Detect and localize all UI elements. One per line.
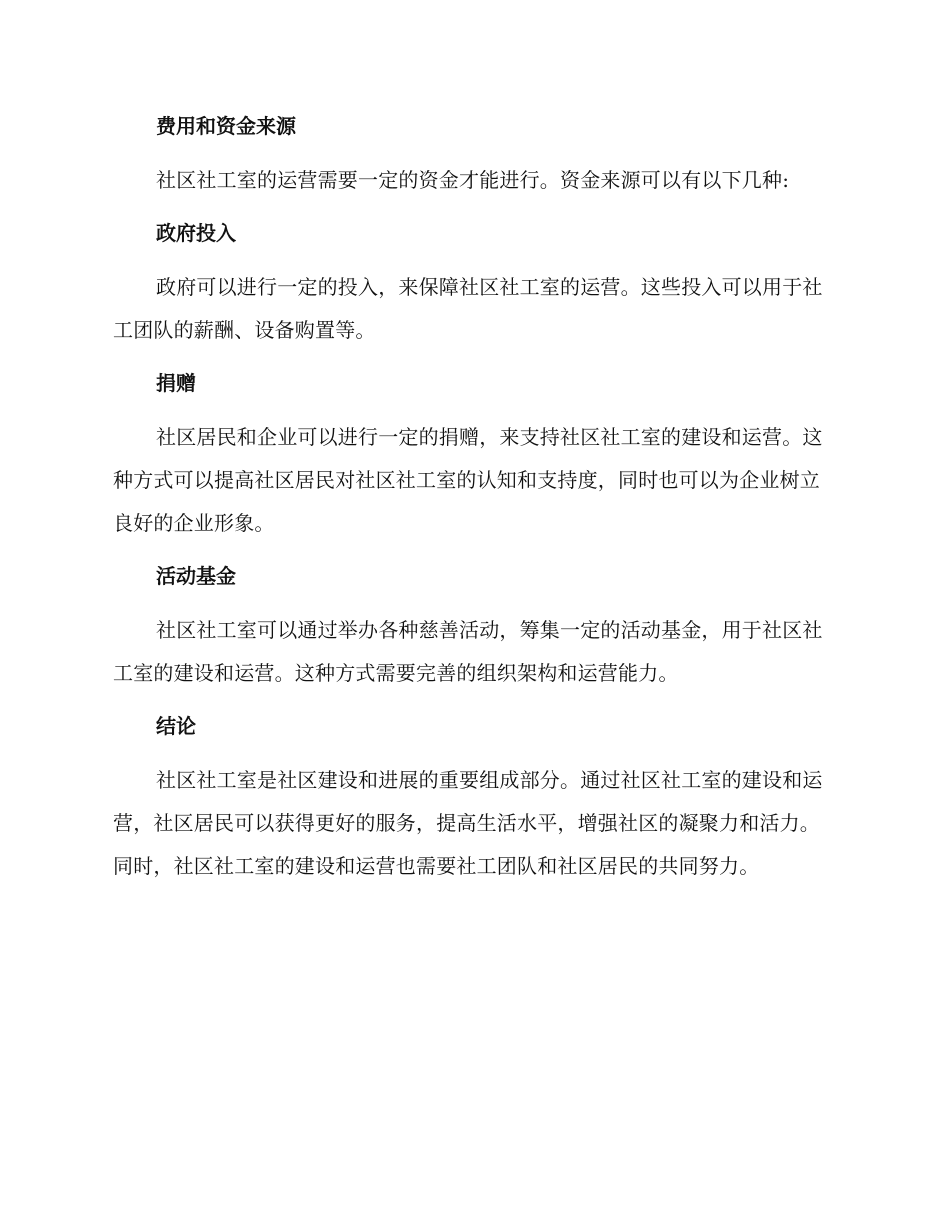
section-paragraph-funding-sources: 社区社工室的运营需要一定的资金才能进行。资金来源可以有以下几种: <box>156 168 790 192</box>
section-heading-government-input: 政府投入 <box>156 221 236 245</box>
section-paragraph-donations: 社区居民和企业可以进行一定的捐赠，来支持社区社工室的建设和运营。这种方式可以提高社区居民对社区社工室的认知和支持度，同时也可以为企业树立良好的企业形象。 <box>113 425 823 535</box>
document-body <box>113 105 833 898</box>
section-paragraph-government-input: 政府可以进行一定的投入，来保障社区社工室的运营。这些投入可以用于社工团队的薪酬、设备购置等。 <box>113 275 823 342</box>
section-heading-conclusion: 结论 <box>156 714 196 738</box>
section-heading-activity-fund: 活动基金 <box>156 564 236 588</box>
section-paragraph-conclusion: 社区社工室是社区建设和进展的重要组成部分。通过社区社工室的建设和运营，社区居民可以获得更好的服务，提高生活水平，增强社区的凝聚力和活力。同时，社区社工室的建设和运营也需要社工团队和社区居民的共同努力。 <box>113 768 823 878</box>
section-heading-donations: 捐赠 <box>156 371 196 395</box>
section-paragraph-activity-fund: 社区社工室可以通过举办各种慈善活动，筹集一定的活动基金，用于社区社工室的建设和运营。这种方式需要完善的组织架构和运营能力。 <box>113 618 823 685</box>
section-heading-funding-sources: 费用和资金来源 <box>156 114 296 138</box>
